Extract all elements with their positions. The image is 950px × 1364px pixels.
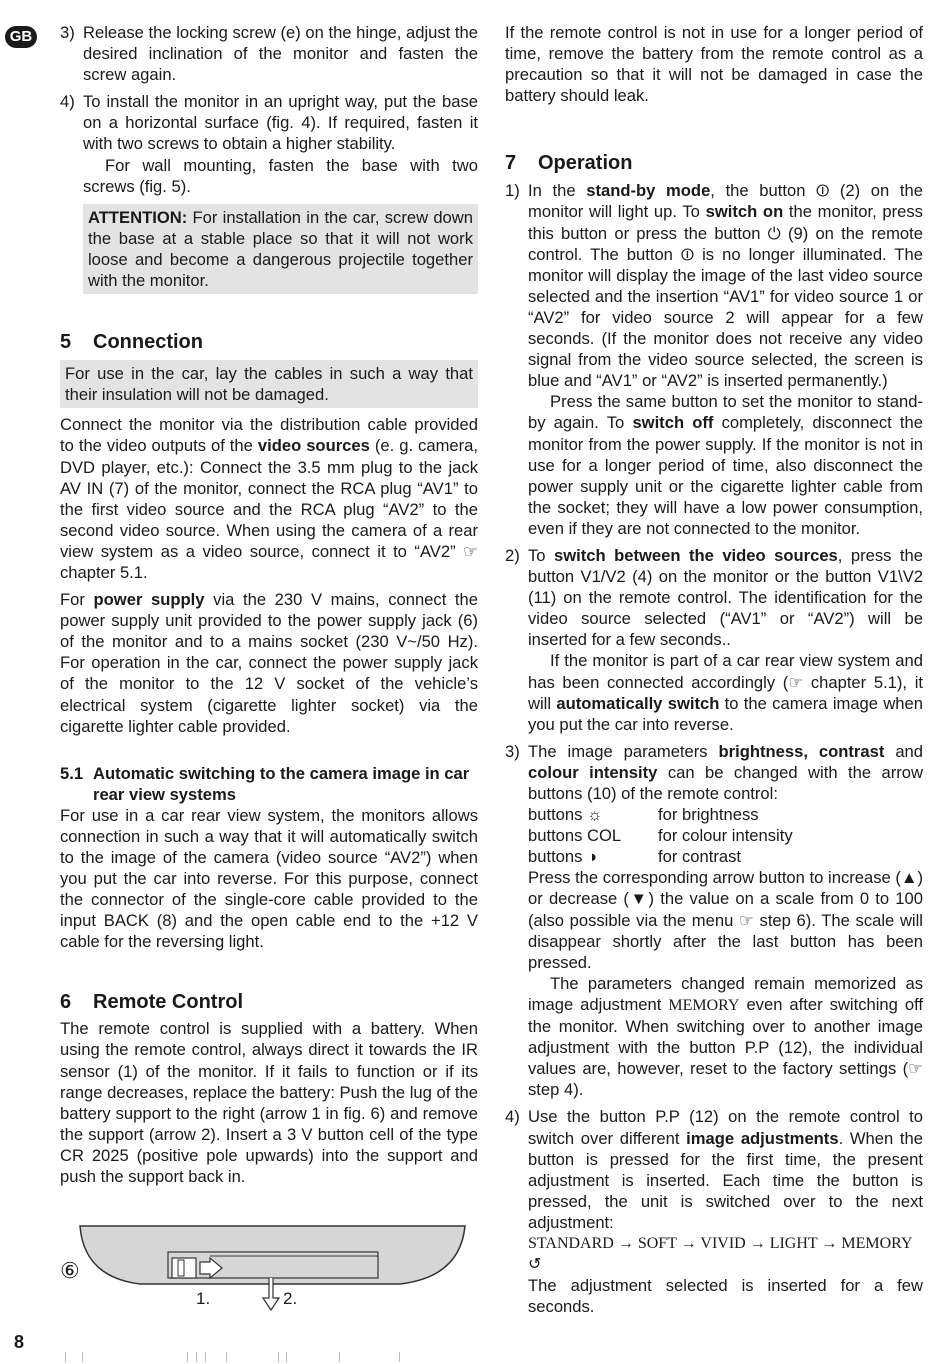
paragraph: Press the same button to set the monitor to stand-by again. To switch off completely, disconnect the monitor from the power supply. If the monitor is not in use for a longer period of time, also disconnect the power supply unit or the cigarette lighter cable from the socket; they will have a low power consumption, even if they are not connected to the monitor.	[528, 392, 923, 538]
section-title: Remote Control	[93, 991, 243, 1014]
list-number: 4)	[60, 92, 75, 112]
attention-text: For installation in the car, screw down the base at a stable place so that it will not work loose and become a dangerous projectile together with the monitor.	[88, 207, 473, 291]
section-number: 5	[60, 331, 72, 354]
attention-box	[83, 204, 478, 294]
figure-label: 2.	[283, 1289, 298, 1308]
left-column	[60, 22, 478, 1187]
list-number: 3)	[505, 741, 520, 761]
section-heading	[60, 990, 478, 1014]
section-heading	[505, 151, 923, 175]
paragraph: For use in a car rear view system, the monitors allows connection in such a way that it will automatically switch to the image of the camera (video source “AV2”) when you put the car into reverse. For this purpose, connect the connector of the single-core cable provided to the input BACK (8) and the open cable end to the +12 V cable for the reversing light.	[60, 805, 478, 952]
paragraph: To switch between the video sources, press the button V1/V2 (4) on the monitor or the button V1\V2 (11) on the remote control. The identification for the video source selected (“AV1” or “AV2”) will be inserted for a few seconds..	[528, 545, 923, 650]
paragraph: The parameters changed remain memorized as image adjustment MEMORY even after switching off the monitor. When switching over to another image adjustment with the button P.P (12), the individual values are, however, reset to the factory settings (☞ step 4).	[528, 973, 923, 1100]
section-title: Operation	[538, 152, 633, 175]
button-name: buttons COL	[528, 826, 622, 846]
paragraph: In the stand-by mode, the button ⏼ (2) on the monitor will light up. To switch on the monitor, press this button or press the button ⏻ (9) on the remote control. The button ⏼ is no longer illuminated. The monitor will display the image of the last video source selected and the insertion “AV1” for video source 1 or “AV2” for video source 2 will appear for a few seconds. (If the monitor does not receive any video signal from the video source selected, the screen is blue and “AV1” or “AV2” is inserted permanently.)	[528, 181, 923, 391]
paragraph: Connect the monitor via the distribution cable provided to the video outputs of the video sources (e. g. camera, DVD player, etc.): Connect the 3.5 mm plug to the jack AV IN (7) of the monitor, connect the RCA plug “AV1” to the first video source and the RCA plug “AV2” to the second video source. When using the camera of a rear view system as a video source, connect it to “AV2” ☞ chapter 5.1.	[60, 415, 478, 582]
button-name: buttons ◑	[528, 847, 598, 867]
list-item	[505, 545, 923, 735]
paragraph: The remote control is supplied with a battery. When using the remote control, always direct it towards the IR sensor (1) of the monitor. If it fails to function or if its range decreases, replace the battery: Push the lug of the battery support to the right (arrow 1 in fig. 6) and remove the support (arrow 2). Insert a 3 V button cell of the type CR 2025 (positive pole upwards) into the support and push the support back in.	[60, 1019, 478, 1187]
button-row	[528, 804, 923, 825]
paragraph: If the monitor is part of a car rear view system and has been connected accordingly (☞ chapter 5.1), it will automatically switch to the camera image when you put the car into reverse.	[528, 651, 923, 734]
right-column	[505, 22, 923, 1323]
list-item	[505, 741, 923, 1101]
subsection-heading	[60, 763, 478, 805]
list-item	[60, 22, 478, 85]
paragraph: The image parameters brightness, contrast and colour intensity can be changed with the arrow buttons (10) of the remote control:	[528, 741, 923, 803]
section-heading	[60, 330, 478, 354]
button-function: for contrast	[658, 847, 742, 867]
section-number: 6	[60, 991, 72, 1014]
paragraph: For power supply via the 230 V mains, connect the power supply unit provided to the power supply jack (6) of the monitor and to a mains socket (230 V~/50 Hz). For operation in the car, connect the power supply jack of the monitor to the 12 V socket of the vehicle’s electrical system (cigarette lighter socket) via the cigarette lighter cable provided.	[60, 590, 479, 736]
figure-label: 1.	[196, 1289, 211, 1308]
subsection-title: Automatic switching to the camera image in car rear view systems	[93, 763, 470, 804]
list-number: 2)	[505, 545, 520, 565]
figure-number: ⑥	[60, 1258, 80, 1283]
battery-figure	[60, 1222, 480, 1322]
list-number: 3)	[60, 23, 75, 42]
button-function: for colour intensity	[658, 826, 793, 846]
paragraph: Use the button P.P (12) on the remote control to switch over different image adjustments. When the button is pressed for the first time, the present adjustment is inserted. Each time the button is pressed, the unit is switched over to the next adjustment:	[528, 1107, 923, 1232]
button-row	[528, 825, 923, 846]
adjustment-sequence: STANDARD → SOFT → VIVID → LIGHT → MEMORY ↺	[528, 1234, 912, 1274]
battery-diagram	[60, 1222, 480, 1322]
section-title: Connection	[93, 331, 203, 354]
paragraph: To install the monitor in an upright way, put the base on a horizontal surface (fig. 4). If required, fasten it with two screws to obtain a higher stability.	[83, 92, 478, 154]
page-number: 8	[14, 1332, 25, 1352]
section-number: 7	[505, 152, 517, 175]
paragraph: Press the corresponding arrow button to increase (▲) or decrease (▼) the value on a scale from 0 to 100 (also possible via the menu ☞ step 6). The scale will disappear shortly after the last button has been pressed.	[528, 868, 923, 972]
paragraph: Release the locking screw (e) on the hinge, adjust the desired inclination of the monitor and fasten the screw again.	[83, 23, 478, 85]
list-item	[505, 180, 923, 539]
button-name: buttons ☼	[528, 805, 603, 825]
button-row	[528, 846, 923, 867]
button-function: for brightness	[658, 805, 759, 825]
list-item	[505, 1106, 923, 1317]
list-item	[60, 91, 478, 294]
paragraph: The adjustment selected is inserted for a few seconds.	[528, 1276, 923, 1317]
attention-label: ATTENTION:	[88, 207, 188, 227]
list-number: 4)	[505, 1107, 520, 1127]
paragraph: For wall mounting, fasten the base with two screws (fig. 5).	[83, 155, 478, 196]
crop-marks	[60, 1352, 420, 1364]
paragraph: If the remote control is not in use for a longer period of time, remove the battery from the remote control as a precaution so that it will not be damaged in case the battery should leak.	[505, 23, 923, 106]
list-number: 1)	[505, 181, 520, 201]
subsection-number: 5.1	[60, 763, 84, 783]
language-badge: GB	[5, 26, 37, 48]
note-box: For use in the car, lay the cables in such a way that their insulation will not be damaged.	[60, 360, 478, 408]
